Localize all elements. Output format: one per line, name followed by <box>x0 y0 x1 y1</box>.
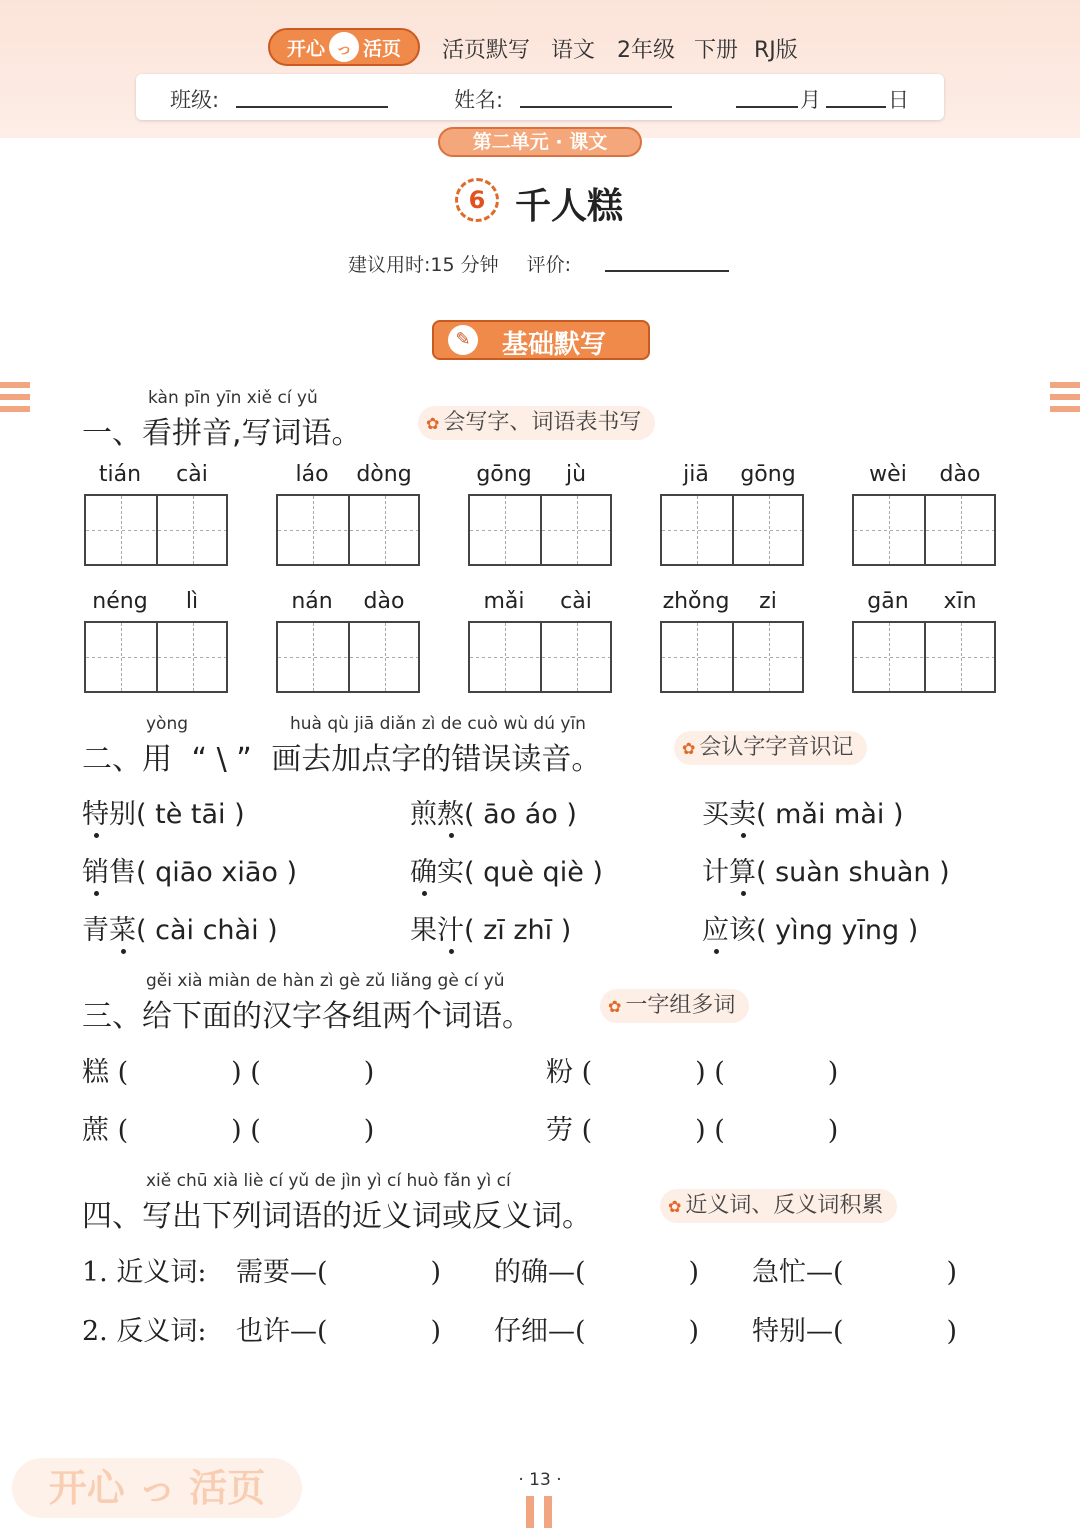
q3-item <box>546 1050 838 1089</box>
pinyin-syllable: jù <box>565 462 587 487</box>
dotted-char: 确 <box>410 857 437 888</box>
q2-item <box>82 792 245 831</box>
dotted-char: 算 <box>729 857 756 888</box>
dotted-char: 销 <box>82 857 109 888</box>
edition: RJ版 <box>754 38 798 63</box>
reading-options[interactable]: ( tè tāi ) <box>136 799 245 830</box>
q2-title-c: 画去加点字的错误读音。 <box>271 742 602 777</box>
q3-tip <box>600 989 749 1023</box>
q3-pinyin: gěi xià miàn de hàn zì gè zǔ liǎng gè cí yǔ <box>146 971 505 991</box>
q4-pinyin: xiě chū xià liè cí yǔ de jìn yì cí huò fǎn yì cí <box>146 1171 511 1191</box>
reading-options[interactable]: ( mǎi mài ) <box>756 799 904 830</box>
writing-grid[interactable] <box>660 621 804 693</box>
pinyin-syllable: lì <box>185 589 199 614</box>
class-label: 班级: <box>170 88 220 112</box>
q2-title <box>82 734 601 778</box>
dotted-char: 菜 <box>109 915 136 946</box>
eval-field[interactable] <box>605 270 729 272</box>
q2-item <box>702 792 904 831</box>
pinyin-syllable: wèi <box>869 462 907 487</box>
answer-blanks[interactable]: ( ) ( ) <box>117 1057 375 1088</box>
q3-item <box>82 1108 374 1147</box>
q2-pinyin-yong: yòng <box>146 714 189 734</box>
q4-item[interactable]: 特别—( ) <box>752 1316 958 1347</box>
q2-tip-text: 会认字字音识记 <box>699 735 854 760</box>
dotted-char: 卖 <box>729 799 756 830</box>
q4-item[interactable]: 需要—( ) <box>236 1257 442 1288</box>
char: 实 <box>437 857 464 888</box>
right-edge-mark <box>1050 382 1080 416</box>
reading-options[interactable]: ( āo áo ) <box>464 799 577 830</box>
dotted-char: 熬 <box>437 799 464 830</box>
char: 售 <box>109 857 136 888</box>
name-label: 姓名: <box>454 88 504 112</box>
q2-tip <box>674 731 867 765</box>
pinyin-syllable: néng <box>92 589 148 614</box>
pinyin-syllable: tián <box>98 462 142 487</box>
month-field[interactable] <box>736 106 798 108</box>
tip-icon: ✿ <box>682 739 696 758</box>
section-label: 基础默写 <box>502 330 607 360</box>
writing-grid[interactable] <box>276 621 420 693</box>
q2-item <box>410 792 577 831</box>
suggested-time <box>348 250 571 277</box>
q3-item <box>82 1050 374 1089</box>
char: 买 <box>702 799 729 830</box>
grade: 2年级 <box>617 38 675 63</box>
writing-grid[interactable] <box>468 621 612 693</box>
q4-item[interactable]: 也许—( ) <box>236 1316 442 1347</box>
brand-logo <box>268 28 420 66</box>
subject: 语文 <box>551 38 596 63</box>
writing-grid[interactable] <box>276 494 420 566</box>
month-label: 月 <box>800 88 821 112</box>
time-text: 建议用时:15 分钟 <box>348 254 499 276</box>
pinyin-syllable: dòng <box>356 462 412 487</box>
q2-item <box>82 908 278 947</box>
reading-options[interactable]: ( què qiè ) <box>464 857 603 888</box>
watermark-logo: 开心 っ 活页 <box>12 1458 302 1518</box>
q4-row-label: 1. 近义词: <box>82 1257 207 1288</box>
page-number: · 13 · <box>518 1470 562 1490</box>
q1-tip-text: 会写字、词语表书写 <box>443 410 642 435</box>
q2-item <box>702 908 918 947</box>
q2-pinyin: huà qù jiā diǎn zì de cuò wù dú yīn <box>290 714 586 734</box>
pinyin-syllable: jiā <box>683 462 709 487</box>
tip-icon: ✿ <box>426 414 440 433</box>
char: 计 <box>702 857 729 888</box>
q4-item[interactable]: 仔细—( ) <box>494 1316 700 1347</box>
pinyin-syllable: láo <box>295 462 329 487</box>
q2-item <box>702 850 950 889</box>
q3-item <box>546 1108 838 1147</box>
q1-pinyin: kàn pīn yīn xiě cí yǔ <box>148 388 318 408</box>
char: 粉 <box>546 1057 573 1088</box>
name-field[interactable] <box>520 106 672 108</box>
q4-item[interactable]: 急忙—( ) <box>752 1257 958 1288</box>
dotted-char: 特 <box>82 799 109 830</box>
char: 煎 <box>410 799 437 830</box>
answer-blanks[interactable]: ( ) ( ) <box>581 1115 839 1146</box>
pinyin-syllable: xīn <box>943 589 977 614</box>
writing-grid[interactable] <box>468 494 612 566</box>
reading-options[interactable]: ( zī zhī ) <box>464 915 572 946</box>
q4-row-label: 2. 反义词: <box>82 1316 207 1347</box>
logo-text-left: 开心 <box>286 37 325 60</box>
char: 别 <box>109 799 136 830</box>
pinyin-syllable: gān <box>867 589 909 614</box>
char: 蔗 <box>82 1115 109 1146</box>
pinyin-syllable: zi <box>759 589 777 614</box>
writing-grid[interactable] <box>84 621 228 693</box>
q3-title: 三、给下面的汉字各组两个词语。 <box>82 999 532 1034</box>
q4-tip-text: 近义词、反义词积累 <box>685 1193 884 1218</box>
writing-grid[interactable] <box>84 494 228 566</box>
eval-label: 评价: <box>526 254 572 276</box>
q1-title: 一、看拼音,写词语。 <box>82 416 362 451</box>
pinyin-syllable: cài <box>560 589 592 614</box>
char: 该 <box>729 915 756 946</box>
dotted-char: 汁 <box>437 915 464 946</box>
logo-text-right: 活页 <box>363 37 402 60</box>
lesson-title: 千人糕 <box>515 186 624 227</box>
volume: 下册 <box>694 38 739 63</box>
day-label: 日 <box>888 88 909 112</box>
logo-circle-icon: っ <box>329 32 359 62</box>
dotted-char: 应 <box>702 915 729 946</box>
q4-tip <box>660 1189 897 1223</box>
left-edge-mark <box>0 382 30 416</box>
day-field[interactable] <box>826 106 886 108</box>
q2-title-b: “ \ ” <box>191 742 252 777</box>
char: 糕 <box>82 1057 109 1088</box>
pinyin-syllable: zhǒng <box>662 589 730 614</box>
binding-mark <box>524 1496 556 1528</box>
q1-tip <box>418 406 655 440</box>
pinyin-syllable: gōng <box>476 462 532 487</box>
pinyin-syllable: dào <box>939 462 981 487</box>
q2-item <box>82 850 297 889</box>
char: 果 <box>410 915 437 946</box>
answer-blanks[interactable]: ( ) ( ) <box>117 1115 375 1146</box>
book-icon: ✎ <box>448 325 478 355</box>
q2-title-a: 二、用 <box>82 742 172 777</box>
series-name: 活页默写 <box>442 38 531 63</box>
pinyin-syllable: dào <box>363 589 405 614</box>
pinyin-syllable: cài <box>176 462 208 487</box>
tip-icon: ✿ <box>608 997 622 1016</box>
q2-item <box>410 908 571 947</box>
answer-blanks[interactable]: ( ) ( ) <box>581 1057 839 1088</box>
q3-tip-text: 一字组多词 <box>625 993 736 1018</box>
reading-options[interactable]: ( yìng yīng ) <box>756 915 919 946</box>
pinyin-syllable: nán <box>291 589 333 614</box>
unit-tag: 第二单元 · 课文 <box>438 127 642 157</box>
q4-title: 四、写出下列词语的近义词或反义词。 <box>82 1199 592 1234</box>
q4-item[interactable]: 的确—( ) <box>494 1257 700 1288</box>
writing-grid[interactable] <box>660 494 804 566</box>
writing-grid[interactable] <box>852 494 996 566</box>
section-tag <box>432 320 650 360</box>
pinyin-syllable: gōng <box>740 462 796 487</box>
lesson-number-badge: 6 <box>455 178 499 222</box>
reading-options[interactable]: ( cài chài ) <box>136 915 278 946</box>
reading-options[interactable]: ( qiāo xiāo ) <box>136 857 298 888</box>
class-field[interactable] <box>236 106 388 108</box>
writing-grid[interactable] <box>852 621 996 693</box>
char: 青 <box>82 915 109 946</box>
pinyin-syllable: mǎi <box>483 589 525 614</box>
char: 劳 <box>546 1115 573 1146</box>
reading-options[interactable]: ( suàn shuàn ) <box>756 857 950 888</box>
q2-item <box>410 850 603 889</box>
student-info-bar <box>136 74 944 120</box>
tip-icon: ✿ <box>668 1197 682 1216</box>
